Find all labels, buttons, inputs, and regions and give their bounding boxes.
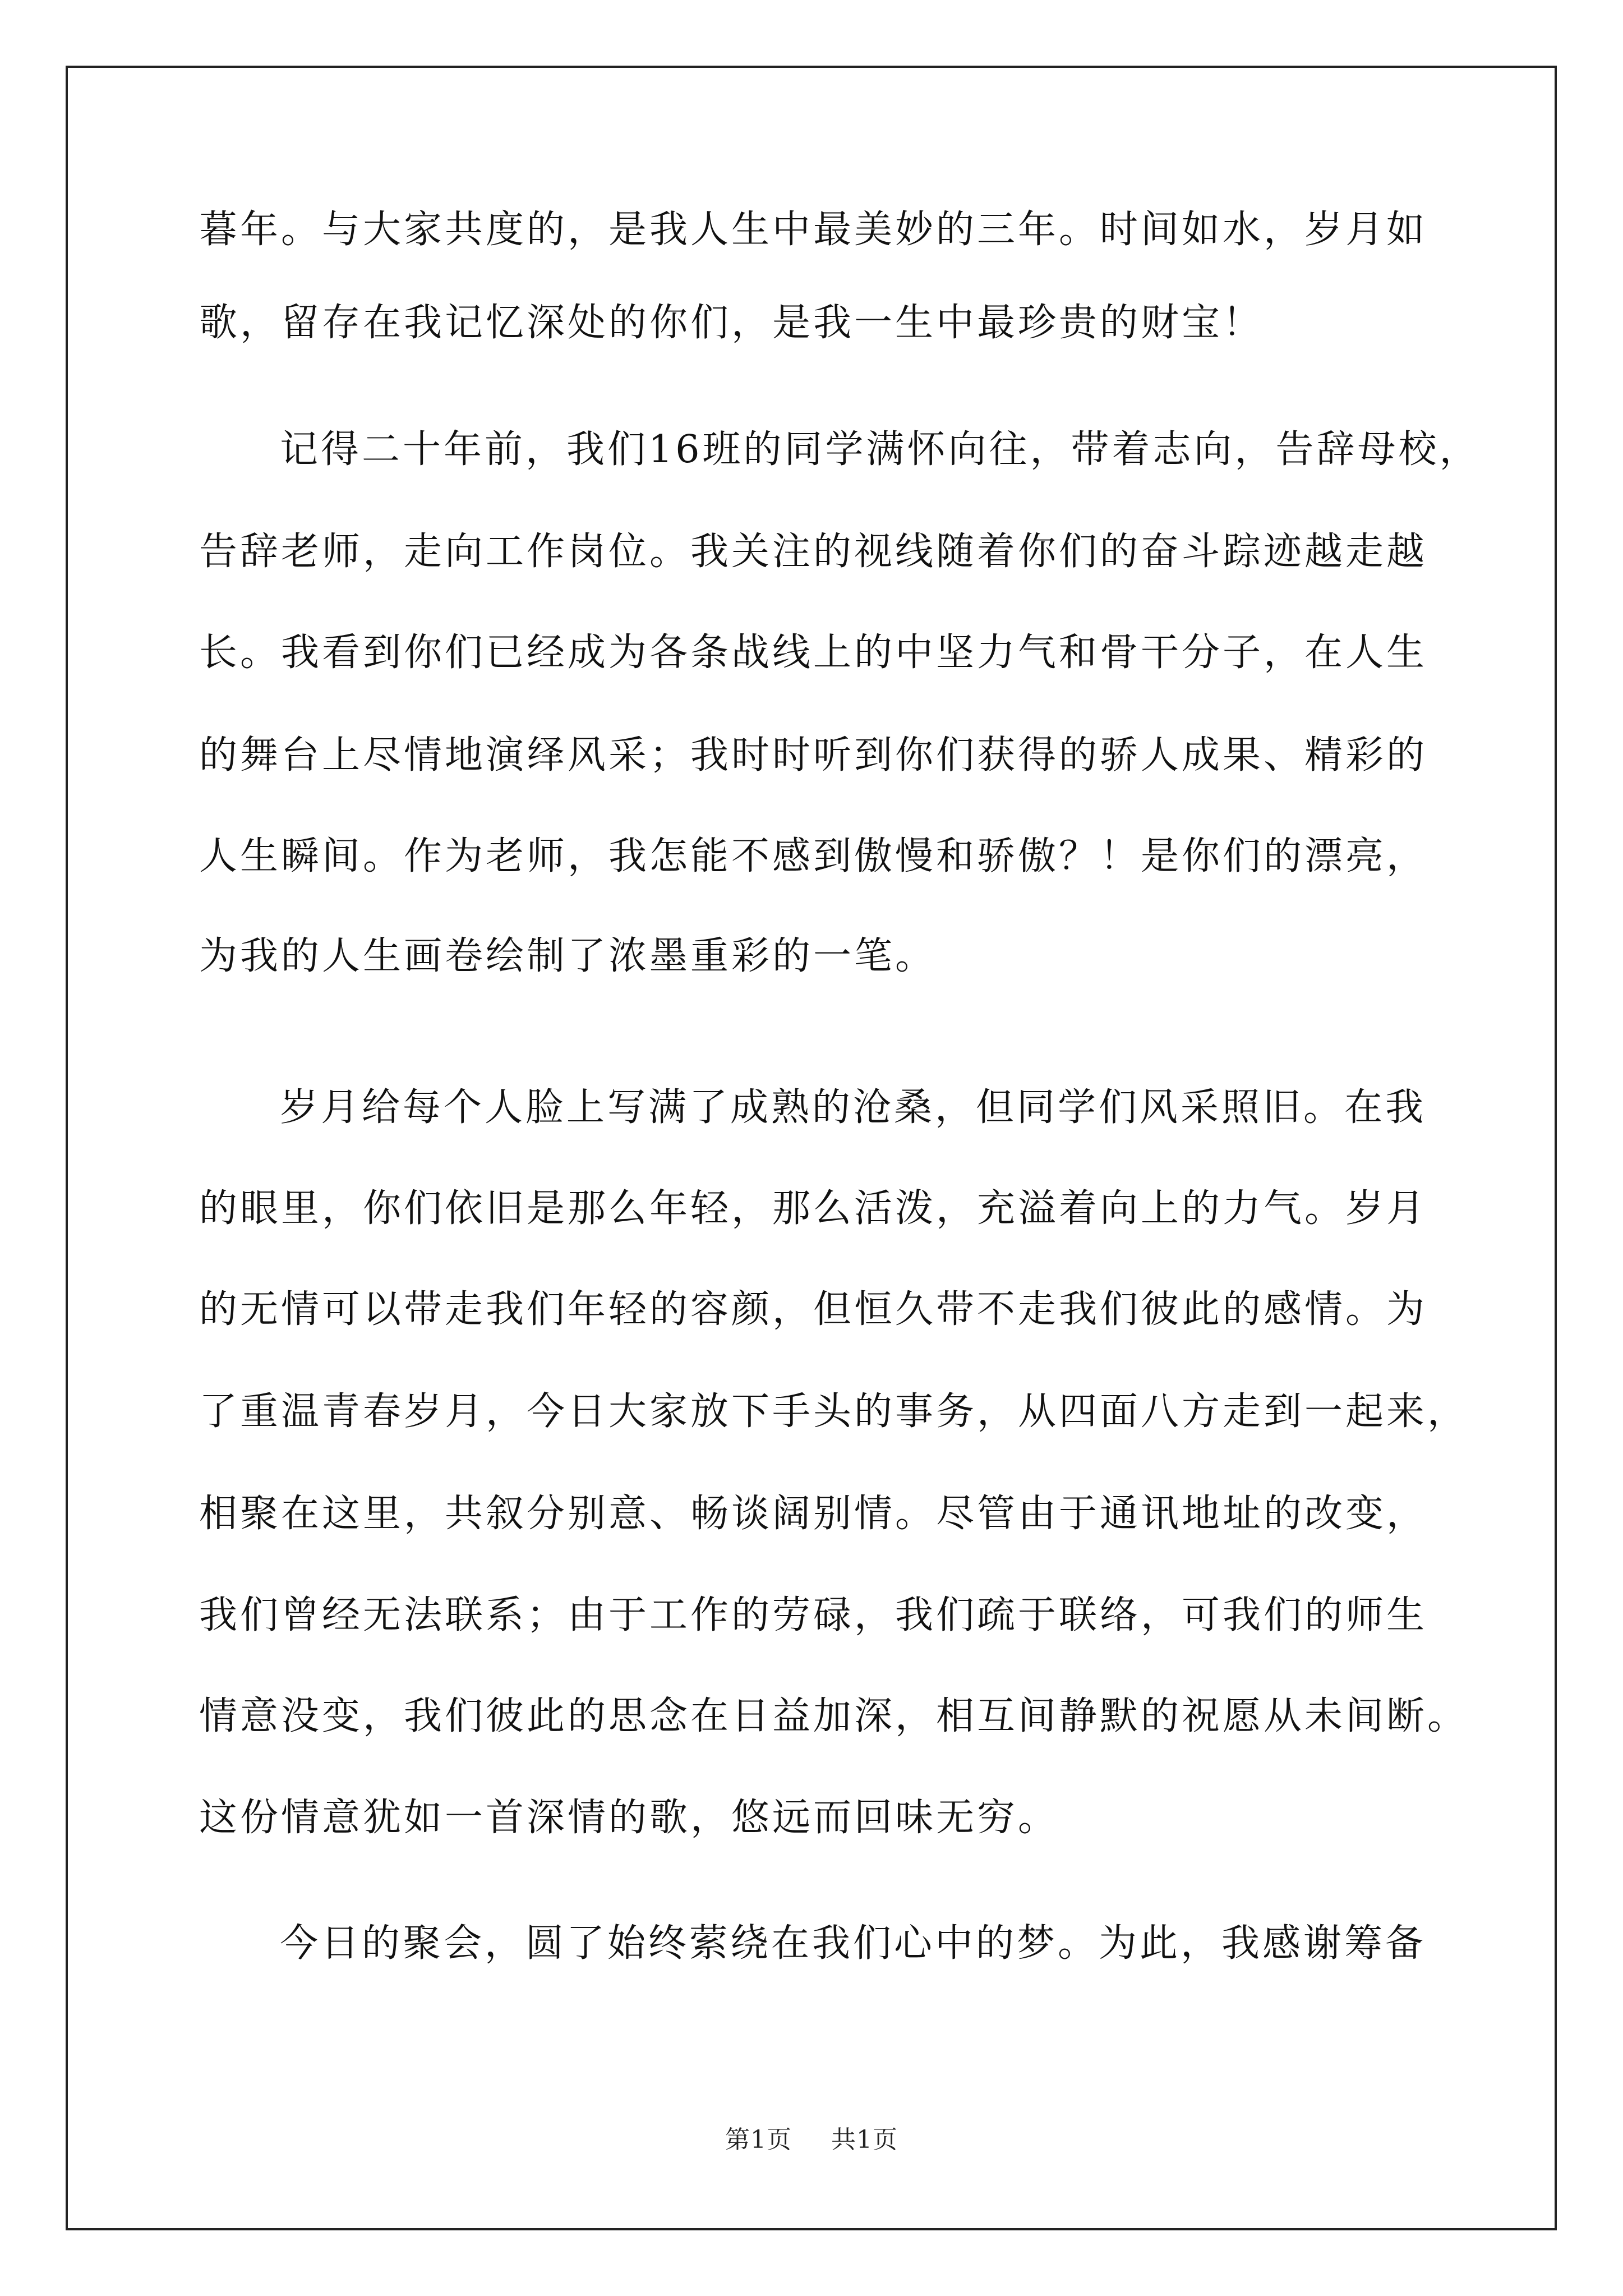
text-line: 了重温青春岁月，今日大家放下手头的事务，从四面八方走到一起来， [199, 1389, 1469, 1434]
text-line: 暮年。与大家共度的，是我人生中最美妙的三年。时间如水，岁月如 [199, 208, 1428, 252]
text-line: 人生瞬间。作为老师，我怎能不感到傲慢和骄傲？！是你们的漂亮， [199, 834, 1428, 878]
page-footer [0, 2126, 1623, 2154]
page-frame [66, 66, 1557, 2230]
text-line: 我们曾经无法联系；由于工作的劳碌，我们疏于联络，可我们的师生 [199, 1593, 1428, 1637]
text-line: 歌，留存在我记忆深处的你们，是我一生中最珍贵的财宝！ [199, 301, 1264, 345]
page-number-total: 共1页 [831, 2125, 898, 2154]
text-line: 的眼里，你们依旧是那么年轻，那么活泼，充溢着向上的力气。岁月 [199, 1186, 1428, 1231]
text-line: 告辞老师，走向工作岗位。我关注的视线随着你们的奋斗踪迹越走越 [199, 530, 1428, 574]
text-line: 长。我看到你们已经成为各条战线上的中坚力气和骨干分子，在人生 [199, 631, 1428, 675]
text-line: 情意没变，我们彼此的思念在日益加深，相互间静默的祝愿从未间断。 [199, 1694, 1469, 1738]
text-line: 这份情意犹如一首深情的歌，悠远而回味无穷。 [199, 1796, 1059, 1840]
paragraph-start-line: 岁月给每个人脸上写满了成熟的沧桑，但同学们风采照旧。在我 [280, 1085, 1427, 1130]
paragraph-start-line: 记得二十年前，我们16班的同学满怀向往，带着志向，告辞母校， [280, 427, 1481, 472]
page-number-current: 第1页 [725, 2125, 792, 2154]
text-line: 相聚在这里，共叙分别意、畅谈阔别情。尽管由于通讯地址的改变， [199, 1492, 1428, 1536]
text-line: 为我的人生画卷绘制了浓墨重彩的一笔。 [199, 934, 937, 978]
text-line: 的舞台上尽情地演绎风采；我时时听到你们获得的骄人成果、精彩的 [199, 733, 1428, 777]
paragraph-start-line: 今日的聚会，圆了始终萦绕在我们心中的梦。为此，我感谢筹备 [280, 1921, 1427, 1966]
text-line: 的无情可以带走我们年轻的容颜，但恒久带不走我们彼此的感情。为 [199, 1287, 1428, 1332]
